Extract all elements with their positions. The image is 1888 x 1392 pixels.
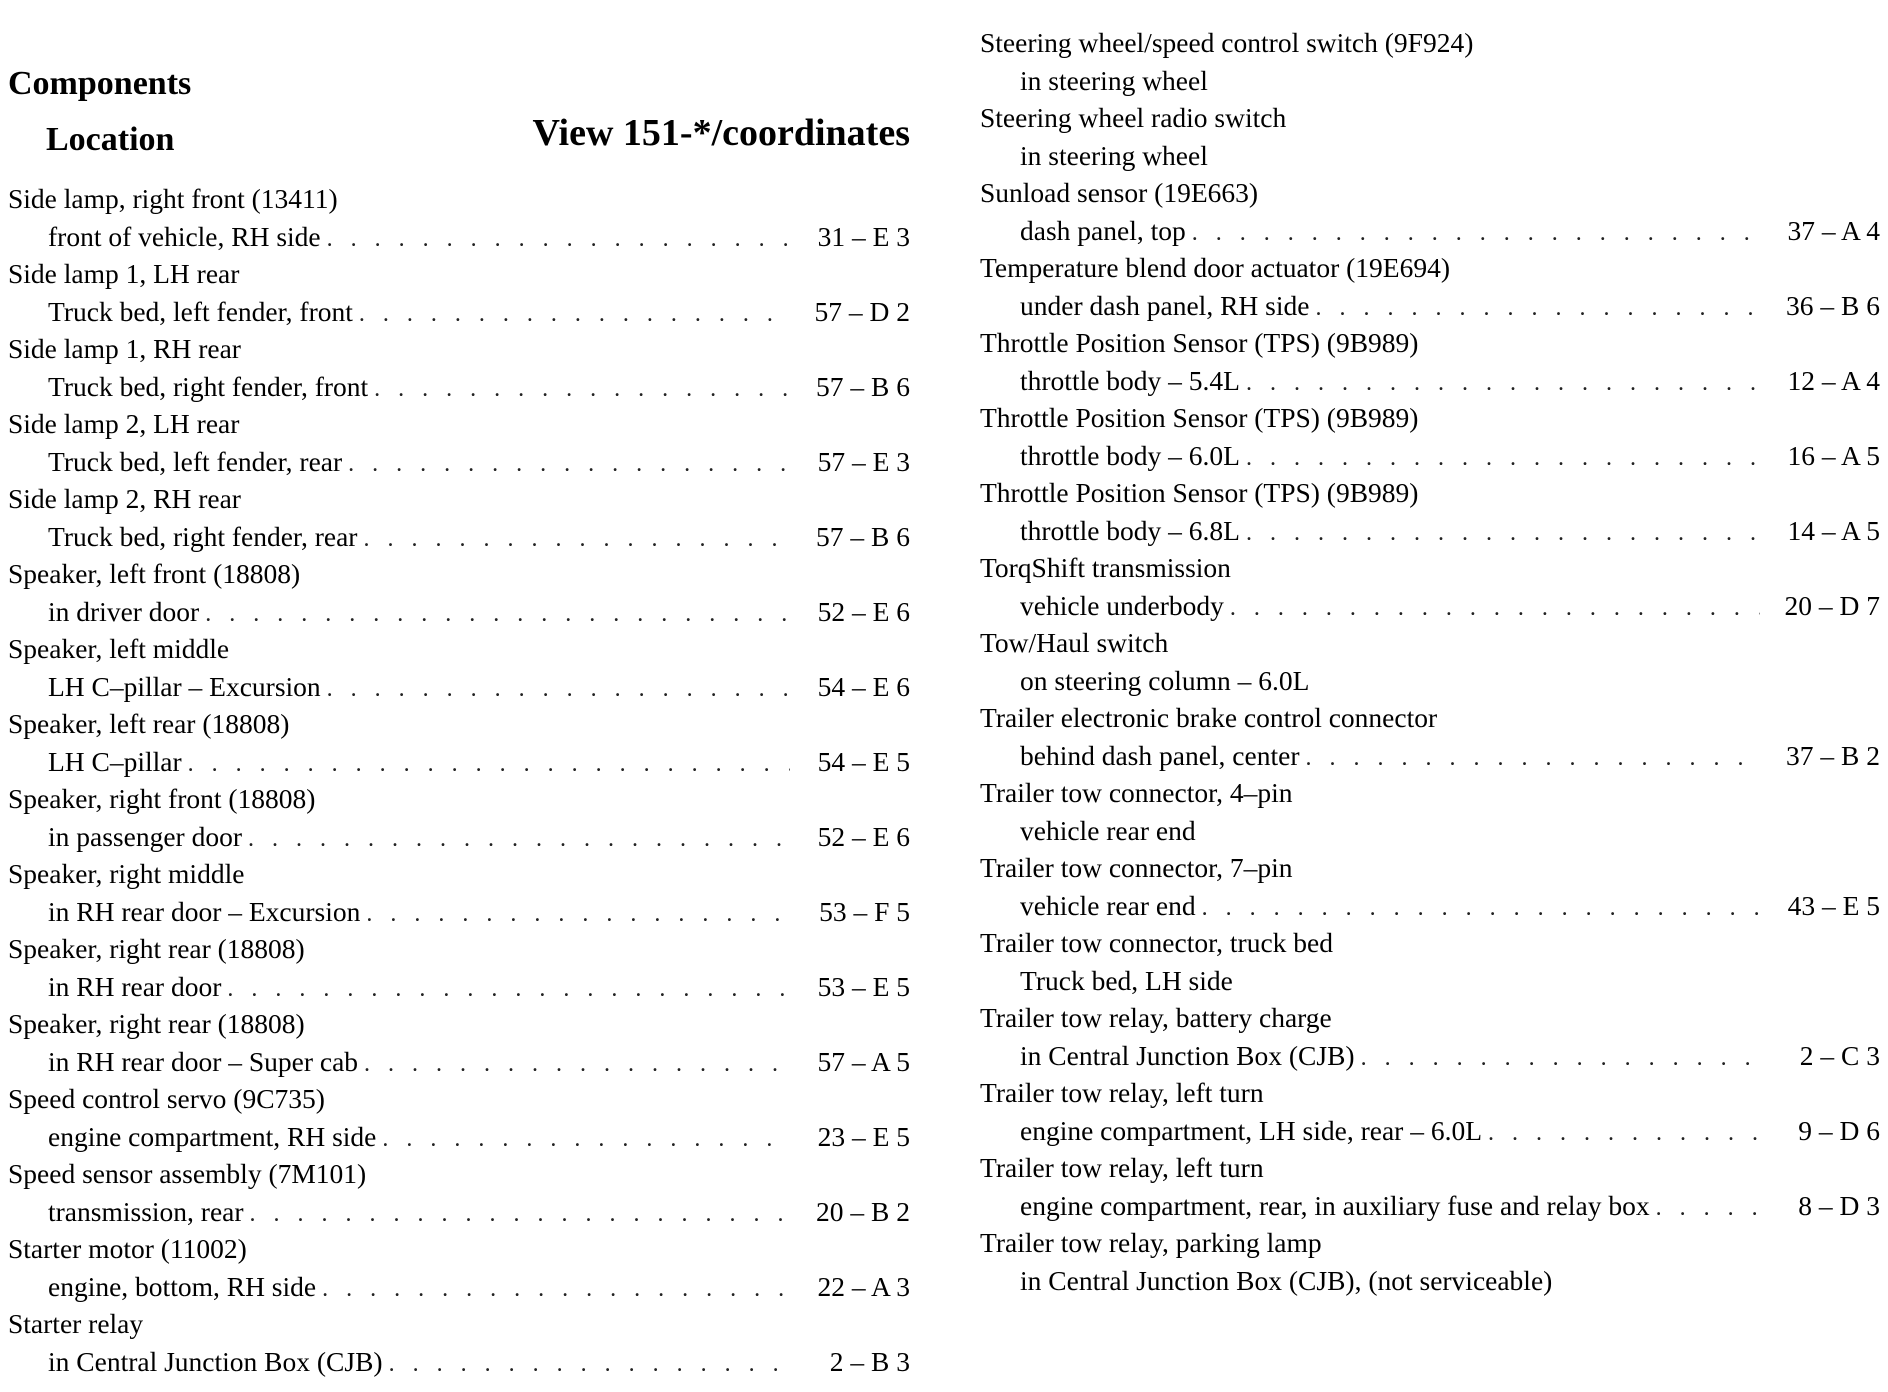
component-entry <box>8 855 910 930</box>
location-line <box>8 518 910 556</box>
dot-leader <box>188 746 790 784</box>
dot-leader <box>327 221 790 259</box>
dot-leader <box>1192 215 1760 253</box>
component-entry <box>980 474 1880 549</box>
location-line <box>980 962 1880 1000</box>
location-text: dash panel, top <box>1020 214 1186 246</box>
dot-leader <box>363 521 790 559</box>
view-coordinate: 52 – E 6 <box>817 820 910 852</box>
location-line <box>980 512 1880 550</box>
location-text: engine compartment, LH side, rear – 6.0L <box>1020 1114 1482 1146</box>
location-line <box>8 1118 910 1156</box>
dot-leader <box>248 821 790 859</box>
component-name: Speaker, right middle <box>8 858 245 889</box>
view-coordinate: 53 – E 5 <box>817 970 910 1002</box>
location-text: vehicle rear end <box>1020 889 1196 921</box>
view-coordinate: 23 – E 5 <box>817 1120 910 1152</box>
location-line <box>980 662 1880 700</box>
component-name: Tow/Haul switch <box>980 627 1169 658</box>
component-name: Speaker, left rear (18808) <box>8 708 290 739</box>
component-entry <box>980 249 1880 324</box>
location-text: in RH rear door – Super cab <box>48 1045 359 1077</box>
location-text: in driver door <box>48 595 200 627</box>
component-entry <box>8 930 910 1005</box>
location-text: Truck bed, LH side <box>1020 964 1233 996</box>
component-name: Trailer tow relay, left turn <box>980 1152 1264 1183</box>
location-line <box>8 668 910 706</box>
view-coordinate: 20 – D 7 <box>1784 589 1880 621</box>
location-line <box>8 818 910 856</box>
left-entry-list <box>8 180 910 1380</box>
dot-leader <box>322 1271 790 1309</box>
location-line <box>980 437 1880 475</box>
location-line <box>8 443 910 481</box>
location-line <box>980 137 1880 175</box>
component-entry <box>980 324 1880 399</box>
dot-leader <box>359 296 790 334</box>
component-entry <box>8 180 910 255</box>
component-name: Throttle Position Sensor (TPS) (9B989) <box>980 327 1419 358</box>
view-coordinate: 37 – A 4 <box>1787 214 1880 246</box>
component-entry <box>8 630 910 705</box>
component-name: Throttle Position Sensor (TPS) (9B989) <box>980 477 1419 508</box>
view-coordinate: 36 – B 6 <box>1786 289 1880 321</box>
component-entry <box>8 480 910 555</box>
location-text: Truck bed, left fender, front <box>48 295 353 327</box>
dot-leader <box>1361 1040 1760 1078</box>
view-coordinate: 2 – C 3 <box>1799 1039 1880 1071</box>
component-entry <box>980 624 1880 699</box>
component-name: Side lamp 1, RH rear <box>8 333 241 364</box>
component-entry <box>980 1224 1880 1299</box>
component-entry <box>8 255 910 330</box>
location-line <box>980 287 1880 325</box>
view-coordinate: 37 – B 2 <box>1786 739 1880 771</box>
dot-leader <box>1202 890 1760 928</box>
component-entry <box>980 1074 1880 1149</box>
location-text: in passenger door <box>48 820 242 852</box>
right-entry-list <box>980 24 1880 1299</box>
component-entry <box>980 924 1880 999</box>
location-text: front of vehicle, RH side <box>48 220 321 252</box>
location-text: vehicle underbody <box>1020 589 1224 621</box>
view-coordinate: 54 – E 6 <box>817 670 910 702</box>
location-text: Truck bed, right fender, rear <box>48 520 358 552</box>
view-coordinate: 52 – E 6 <box>817 595 910 627</box>
component-entry <box>8 1230 910 1305</box>
location-text: Truck bed, right fender, front <box>48 370 369 402</box>
component-entry <box>980 24 1880 99</box>
location-line <box>8 368 910 406</box>
location-line <box>8 968 910 1006</box>
component-entry <box>8 330 910 405</box>
component-name: Trailer tow relay, parking lamp <box>980 1227 1322 1258</box>
view-coordinate: 57 – B 6 <box>816 370 910 402</box>
section-title: Components <box>8 65 192 102</box>
location-line <box>980 1112 1880 1150</box>
component-name: Speaker, right front (18808) <box>8 783 316 814</box>
location-text: on steering column – 6.0L <box>1020 664 1310 696</box>
location-line <box>980 887 1880 925</box>
component-name: Trailer tow relay, battery charge <box>980 1002 1332 1033</box>
dot-leader <box>348 446 790 484</box>
dot-leader <box>389 1346 790 1384</box>
component-entry <box>980 399 1880 474</box>
component-name: Speaker, left middle <box>8 633 230 664</box>
dot-leader <box>1488 1115 1760 1153</box>
location-text: throttle body – 6.0L <box>1020 439 1240 471</box>
location-heading: Location <box>46 121 175 158</box>
component-entry <box>8 705 910 780</box>
component-entry <box>980 549 1880 624</box>
component-name: Side lamp 2, LH rear <box>8 408 240 439</box>
dot-leader <box>366 896 790 934</box>
component-entry <box>980 699 1880 774</box>
component-entry <box>8 405 910 480</box>
location-line <box>8 593 910 631</box>
component-name: Speaker, left front (18808) <box>8 558 301 589</box>
component-name: Steering wheel radio switch <box>980 102 1287 133</box>
dot-leader <box>1315 290 1760 328</box>
component-name: Trailer tow relay, left turn <box>980 1077 1264 1108</box>
location-text: in steering wheel <box>1020 64 1208 96</box>
dot-leader <box>364 1046 790 1084</box>
view-coordinate: 16 – A 5 <box>1787 439 1880 471</box>
dot-leader <box>227 971 790 1009</box>
location-line <box>980 1262 1880 1300</box>
component-name: Temperature blend door actuator (19E694) <box>980 252 1450 283</box>
dot-leader <box>1230 590 1760 628</box>
view-coordinate: 57 – B 6 <box>816 520 910 552</box>
component-name: Trailer tow connector, 4–pin <box>980 777 1293 808</box>
view-coordinate: 57 – E 3 <box>817 445 910 477</box>
component-name: Side lamp, right front (13411) <box>8 183 338 214</box>
component-name: TorqShift transmission <box>980 552 1231 583</box>
view-coordinate: 57 – D 2 <box>814 295 910 327</box>
location-text: throttle body – 6.8L <box>1020 514 1240 546</box>
location-line <box>980 587 1880 625</box>
component-entry <box>8 1080 910 1155</box>
location-text: engine, bottom, RH side <box>48 1270 317 1302</box>
component-entry <box>8 1155 910 1230</box>
view-coordinates-heading: View 151-*/coordinates <box>532 112 910 154</box>
dot-leader <box>382 1121 790 1159</box>
view-coordinate: 12 – A 4 <box>1787 364 1880 396</box>
dot-leader <box>250 1196 790 1234</box>
location-text: in Central Junction Box (CJB) <box>48 1345 383 1377</box>
view-coordinate: 57 – A 5 <box>817 1045 910 1077</box>
dot-leader <box>1305 740 1760 778</box>
location-line <box>8 218 910 256</box>
location-line <box>8 893 910 931</box>
location-text: in RH rear door <box>48 970 222 1002</box>
dot-leader <box>374 371 790 409</box>
location-text: in Central Junction Box (CJB), (not serviceable) <box>1020 1264 1553 1296</box>
location-text: behind dash panel, center <box>1020 739 1300 771</box>
location-line <box>8 1343 910 1381</box>
view-coordinate: 2 – B 3 <box>829 1345 910 1377</box>
location-line <box>980 212 1880 250</box>
location-line <box>8 1043 910 1081</box>
location-text: throttle body – 5.4L <box>1020 364 1240 396</box>
component-entry <box>8 1305 910 1380</box>
dot-leader <box>1246 440 1760 478</box>
view-coordinate: 22 – A 3 <box>817 1270 910 1302</box>
component-name: Trailer tow connector, truck bed <box>980 927 1333 958</box>
location-line <box>8 743 910 781</box>
location-text: Truck bed, left fender, rear <box>48 445 343 477</box>
location-text: in Central Junction Box (CJB) <box>1020 1039 1355 1071</box>
component-entry <box>980 174 1880 249</box>
location-text: under dash panel, RH side <box>1020 289 1310 321</box>
component-name: Steering wheel/speed control switch (9F924) <box>980 27 1474 58</box>
dot-leader <box>1656 1190 1760 1228</box>
location-line <box>980 62 1880 100</box>
view-coordinate: 43 – E 5 <box>1787 889 1880 921</box>
component-name: Speaker, right rear (18808) <box>8 1008 305 1039</box>
view-coordinate: 54 – E 5 <box>817 745 910 777</box>
component-name: Side lamp 2, RH rear <box>8 483 241 514</box>
component-entry <box>980 1149 1880 1224</box>
location-line <box>980 737 1880 775</box>
view-coordinate: 53 – F 5 <box>819 895 910 927</box>
dot-leader <box>1246 365 1760 403</box>
location-line <box>8 1268 910 1306</box>
dot-leader <box>205 596 790 634</box>
component-entry <box>8 555 910 630</box>
view-coordinate: 14 – A 5 <box>1787 514 1880 546</box>
location-text: LH C–pillar – Excursion <box>48 670 321 702</box>
location-line <box>980 1037 1880 1075</box>
component-entry <box>980 849 1880 924</box>
location-text: engine compartment, RH side <box>48 1120 377 1152</box>
component-name: Sunload sensor (19E663) <box>980 177 1259 208</box>
component-entry <box>980 99 1880 174</box>
component-name: Speed sensor assembly (7M101) <box>8 1158 367 1189</box>
dot-leader <box>327 671 790 709</box>
location-line <box>8 293 910 331</box>
component-name: Speaker, right rear (18808) <box>8 933 305 964</box>
component-name: Trailer electronic brake control connector <box>980 702 1438 733</box>
component-name: Starter relay <box>8 1308 144 1339</box>
view-coordinate: 9 – D 6 <box>1798 1114 1880 1146</box>
location-text: vehicle rear end <box>1020 814 1196 846</box>
component-name: Side lamp 1, LH rear <box>8 258 240 289</box>
component-entry <box>980 999 1880 1074</box>
component-entry <box>980 774 1880 849</box>
location-line <box>980 362 1880 400</box>
location-text: LH C–pillar <box>48 745 182 777</box>
location-line <box>980 812 1880 850</box>
view-coordinate: 31 – E 3 <box>817 220 910 252</box>
location-text: transmission, rear <box>48 1195 244 1227</box>
component-entry <box>8 1005 910 1080</box>
location-line <box>8 1193 910 1231</box>
location-text: in RH rear door – Excursion <box>48 895 361 927</box>
view-coordinate: 20 – B 2 <box>816 1195 910 1227</box>
dot-leader <box>1246 515 1760 553</box>
view-coordinate: 8 – D 3 <box>1798 1189 1880 1221</box>
component-name: Starter motor (11002) <box>8 1233 247 1264</box>
component-name: Speed control servo (9C735) <box>8 1083 325 1114</box>
component-name: Throttle Position Sensor (TPS) (9B989) <box>980 402 1419 433</box>
location-line <box>980 1187 1880 1225</box>
location-text: engine compartment, rear, in auxiliary fuse and relay box <box>1020 1189 1650 1221</box>
component-entry <box>8 780 910 855</box>
component-name: Trailer tow connector, 7–pin <box>980 852 1293 883</box>
location-text: in steering wheel <box>1020 139 1208 171</box>
